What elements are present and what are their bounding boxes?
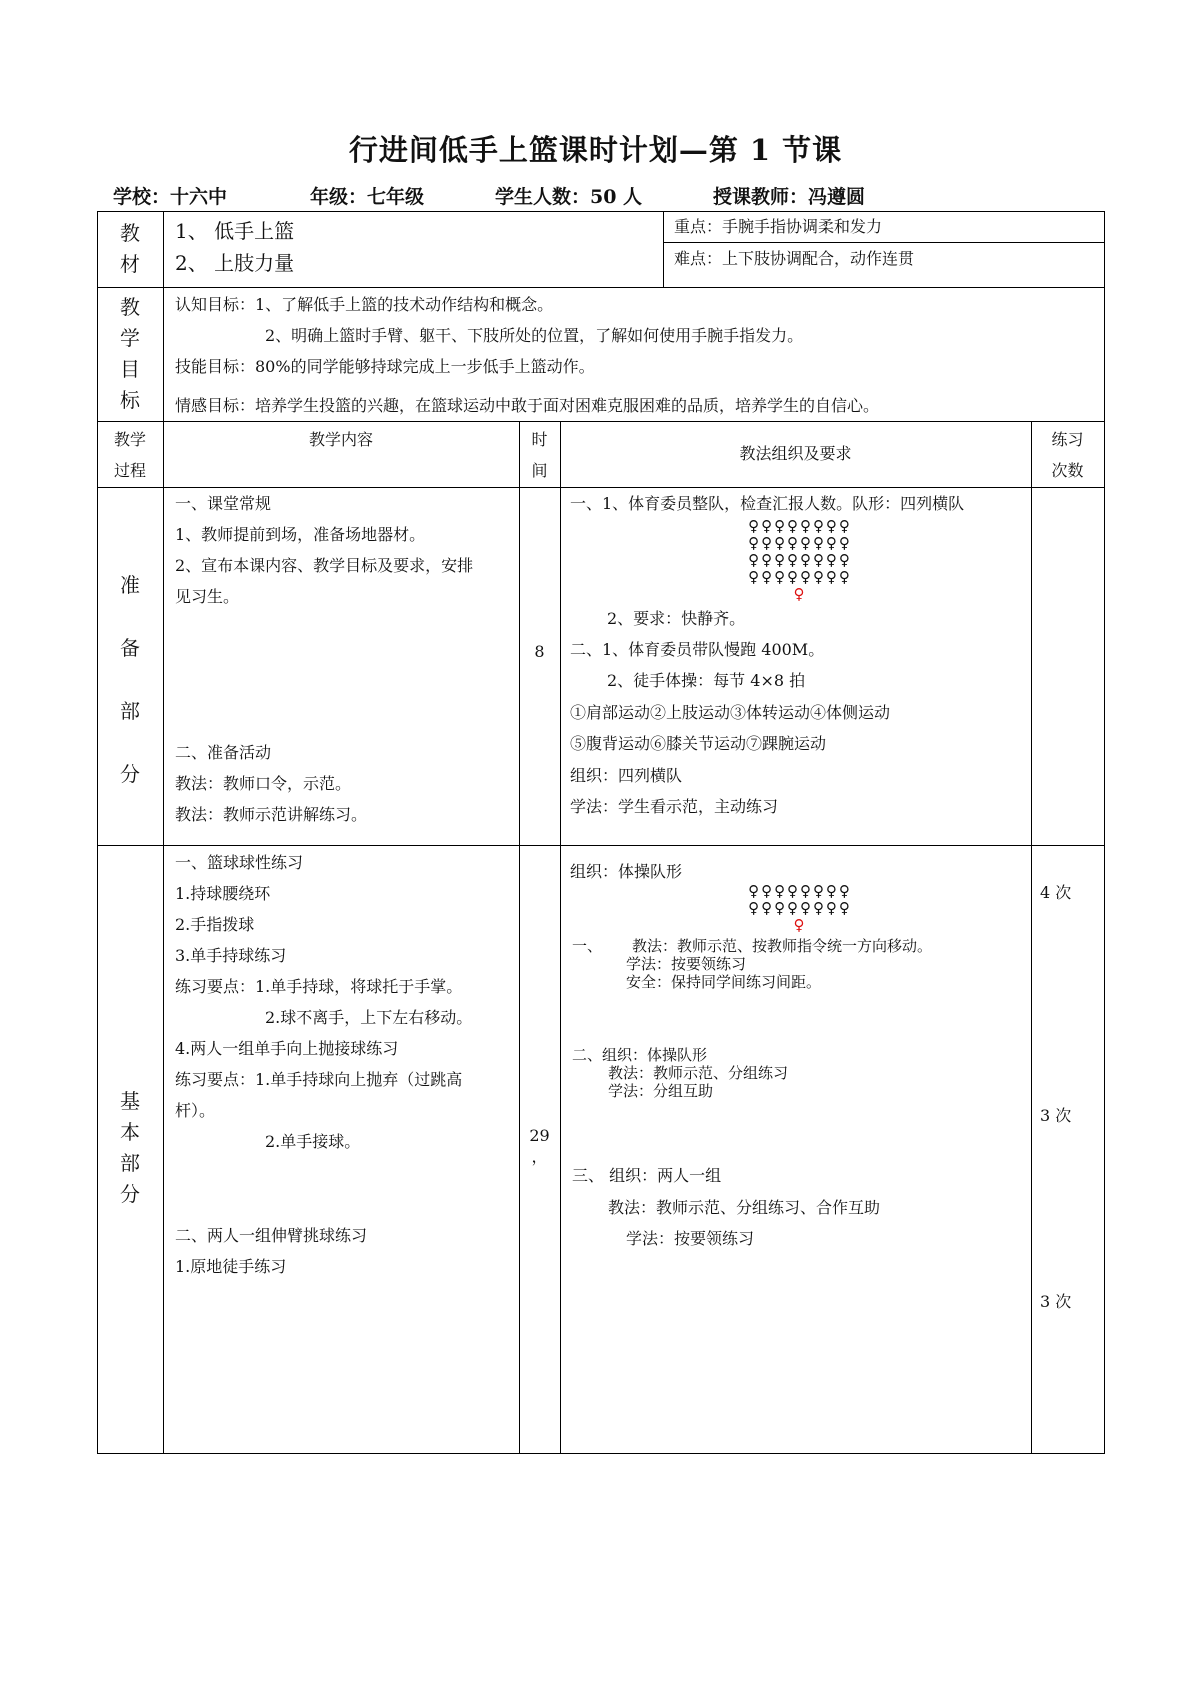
key-point: 重点：手腕手指协调柔和发力	[674, 217, 883, 236]
basic-content: 二、两人一组伸臂挑球练习	[175, 1226, 368, 1245]
students-label: 学生人数：50 人	[495, 186, 643, 208]
objective-line: 认知目标：1、了解低手上篮的技术动作结构和概念。	[175, 295, 554, 314]
objective-line: 2、明确上篮时手臂、躯干、下肢所处的位置，了解如何使用手腕手指发力。	[265, 326, 804, 345]
basic-method-line: 二、组织：体操队形	[572, 1046, 708, 1064]
prep-content: 二、准备活动	[175, 743, 272, 762]
prep-content: 一、课堂常规	[175, 494, 272, 513]
prep-method-line: 2、徒手体操：每节 4×8 拍	[607, 671, 806, 690]
objective-line: 技能目标：80%的同学能够持球完成上一步低手上篮动作。	[175, 357, 595, 376]
prep-method-line: ⑤腹背运动⑥膝关节运动⑦踝腕运动	[570, 734, 827, 753]
basic-time: 29	[529, 1126, 550, 1145]
basic-reps: 4 次	[1040, 883, 1072, 902]
teacher-label: 授课教师：冯遵圆	[713, 186, 866, 208]
prep-method-line: 二、1、体育委员带队慢跑 400M。	[570, 640, 825, 659]
prep-time: 8	[534, 642, 545, 661]
prep-content: 教法：教师示范讲解练习。	[175, 805, 368, 824]
prep-method-line: 组织：四列横队	[570, 766, 683, 785]
prep-content: 教法：教师口令，示范。	[175, 774, 352, 793]
grade-label: 年级：七年级	[310, 186, 425, 208]
header-process: 教学 过程	[113, 430, 146, 480]
basic-method-line: 学法：分组互助	[608, 1082, 714, 1100]
material-label: 教 材	[120, 221, 140, 276]
basic-content: 1.持球腰绕环	[175, 884, 271, 903]
school-label: 学校：十六中	[113, 186, 228, 208]
basic-label: 基 本 部 分	[120, 1089, 140, 1206]
basic-method-line: 三、 组织：两人一组	[572, 1166, 722, 1185]
prep-label: 准 备 部 分	[120, 573, 140, 786]
prep-method-line: 一、1、体育委员整队，检查汇报人数。队形：四列横队	[570, 494, 965, 513]
basic-method-org: 组织：体操队形	[570, 862, 683, 881]
prep-content: 见习生。	[175, 587, 240, 606]
prep-formation: ♀♀♀♀♀♀♀♀ ♀♀♀♀♀♀♀♀ ♀♀♀♀♀♀♀♀ ♀♀♀♀♀♀♀♀ ♀	[700, 518, 900, 603]
prep-content: 2、宣布本课内容、教学目标及要求，安排	[175, 556, 474, 575]
basic-time-mark: ，	[531, 1147, 548, 1166]
basic-content: 2.球不离手，上下左右移动。	[265, 1008, 473, 1027]
teacher-marker: ♀	[793, 585, 807, 603]
basic-formation: ♀♀♀♀♀♀♀♀ ♀♀♀♀♀♀♀♀ ♀	[700, 883, 900, 934]
basic-method-line: 安全：保持同学间练习间距。	[626, 973, 822, 991]
material-item: 2、 上肢力量	[175, 251, 295, 275]
basic-content: 杆）。	[175, 1101, 216, 1120]
prep-content: 1、教师提前到场，准备场地器材。	[175, 525, 426, 544]
objective-line: 情感目标：培养学生投篮的兴趣，在篮球运动中敢于面对困难克服困难的品质，培养学生的自信心。	[175, 396, 880, 415]
page-title: 行进间低手上篮课时计划—第 1 节课	[348, 133, 843, 167]
header-time: 时 间	[531, 430, 548, 480]
prep-method-line: 学法：学生看示范，主动练习	[570, 797, 779, 816]
difficulty-point: 难点：上下肢协调配合，动作连贯	[674, 249, 915, 268]
basic-reps: 3 次	[1040, 1106, 1072, 1125]
basic-method-number: 一、	[572, 937, 603, 955]
basic-content: 4.两人一组单手向上抛接球练习	[175, 1039, 399, 1058]
prep-method-line: 2、要求：快静齐。	[607, 609, 746, 628]
basic-content: 2.单手接球。	[265, 1132, 361, 1151]
basic-content: 1.原地徒手练习	[175, 1257, 287, 1276]
basic-method-line: 学法：按要领练习	[626, 1229, 755, 1248]
objectives-label: 教 学 目 标	[120, 295, 140, 412]
basic-method-line: 教法：教师示范、分组练习	[608, 1064, 789, 1082]
basic-reps: 3 次	[1040, 1292, 1072, 1311]
basic-method-line: 教法：教师示范、按教师指令统一方向移动。	[632, 937, 933, 955]
basic-method-line: 教法：教师示范、分组练习、合作互助	[608, 1198, 881, 1217]
basic-content: 3.单手持球练习	[175, 946, 287, 965]
basic-content: 一、篮球球性练习	[175, 853, 304, 872]
prep-method-line: ①肩部运动②上肢运动③体转运动④体侧运动	[570, 703, 891, 722]
teacher-marker: ♀	[793, 916, 807, 934]
basic-method-line: 学法：按要领练习	[626, 955, 747, 973]
basic-content: 2.手指拨球	[175, 915, 255, 934]
header-content: 教学内容	[308, 430, 373, 449]
header-reps: 练习 次数	[1051, 430, 1084, 480]
header-method: 教法组织及要求	[739, 444, 852, 463]
basic-content: 练习要点：1.单手持球，将球托于手掌。	[175, 977, 463, 996]
material-item: 1、 低手上篮	[175, 219, 295, 243]
basic-content: 练习要点：1.单手持球向上抛弃（过跳高	[175, 1070, 463, 1089]
